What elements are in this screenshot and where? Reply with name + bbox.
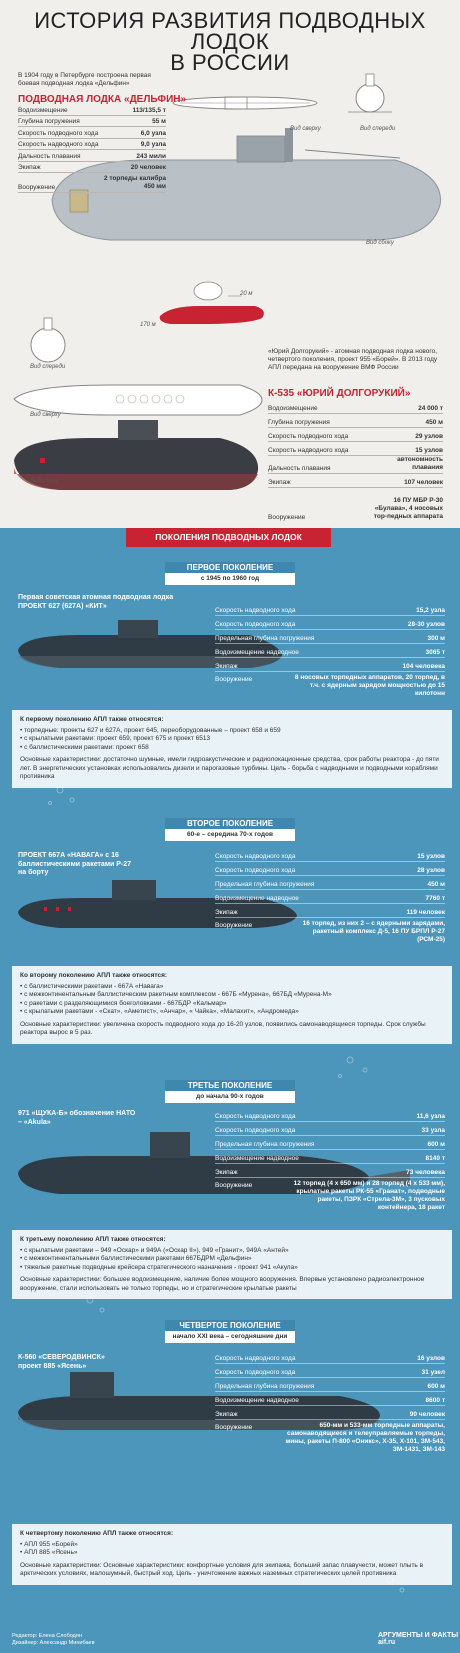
spec-value: 16 узлов — [417, 1355, 445, 1362]
gen4-box — [165, 1320, 295, 1343]
spec-value: 16 ПУ МБР Р-30 «Булава», 4 носовых тор-педных аппарата — [373, 497, 443, 520]
gen1-project: Первая советская атомная подводная лодка ПРОЕКТ 627 (627А) «КИТ» — [18, 594, 174, 610]
list-item: • тяжелые ракетные подводные крейсера стратегического назначения - проект 941 «Акула» — [20, 1264, 444, 1273]
spec-row — [18, 162, 166, 174]
spec-row — [18, 104, 166, 116]
spec-label: Скорость подводного хода — [18, 129, 99, 137]
designer-credit: Дизайнер: Александр Минибаев — [12, 1640, 95, 1646]
info-list — [20, 727, 444, 753]
gen1-info — [12, 710, 452, 788]
spec-value: 33 узла — [421, 1127, 445, 1134]
borei-intro: «Юрий Долгорукий» - атомная подводная лодка нового, четвертого поколения, проект 955 «Борей». В 2013 году АПЛ передана на вооружение ВМФ России — [268, 348, 438, 371]
scale-comparison — [160, 282, 264, 327]
spec-value: 15 узлов — [415, 447, 443, 454]
spec-value: 113/135,5 т — [132, 106, 166, 114]
spec-row — [268, 400, 443, 414]
spec-value: 300 м — [427, 635, 445, 642]
spec-row — [215, 1406, 445, 1420]
spec-label: Экипаж — [18, 164, 41, 171]
gen2-project: ПРОЕКТ 667А «НАВАГА» с 16 баллистическими ракетами Р-27 на борту — [18, 852, 132, 876]
spec-value: 90 человек — [409, 1411, 445, 1418]
spec-label: Скорость подводного хода — [215, 867, 296, 874]
spec-label: Водоизмещение надводное — [215, 1397, 299, 1404]
arm-value: 650-мм и 533-мм торпедные аппараты, самонаводящиеся и телеуправляемые торпеды, мины, ракеты П-800 «Оникс», Х-35, Х-101, ЗМ-543, ЗМ-1431, ЗМ-143 — [285, 1422, 445, 1453]
spec-row — [18, 116, 166, 128]
spec-value: 73 человека — [406, 1169, 445, 1176]
spec-label: Скорость надводного хода — [215, 853, 296, 860]
gen1-period: с 1945 по 1960 год — [200, 575, 260, 582]
spec-value: 31 узел — [421, 1369, 445, 1376]
spec-value: 20 человек — [130, 164, 166, 171]
info-list — [20, 983, 444, 1017]
spec-value: 3065 т — [425, 649, 445, 656]
spec-label: Предельная глубина погружения — [215, 1383, 315, 1390]
spec-label: Экипаж — [215, 909, 238, 916]
spec-label: Дальность плавания — [18, 152, 81, 160]
spec-row — [268, 474, 443, 488]
spec-label: Экипаж — [215, 1169, 238, 1176]
list-item: • с межконтинентальным баллистическим ракетным комплексом - 667Б «Мурена», 667БД «Мурена-М» — [20, 991, 444, 1000]
scale-20m: 20 м — [240, 291, 253, 297]
info-characteristics: Основные характеристики: увеличена скорость подводного хода до 16-20 узлов, появились самонаводящиеся торпеды. Срок службы реактора вырос в 5 раз. — [20, 1020, 426, 1036]
gen3-specs — [215, 1108, 445, 1212]
spec-row — [215, 1150, 445, 1164]
spec-row — [215, 1122, 445, 1136]
spec-value: 6,0 узла — [140, 129, 166, 137]
spec-value: 9,0 узла — [140, 141, 166, 148]
spec-label: Водоизмещение надводное — [215, 649, 299, 656]
gen3-info — [12, 1230, 452, 1299]
spec-label: Скорость надводного хода — [215, 1355, 296, 1362]
spec-row — [215, 876, 445, 890]
list-item: • с крылатыми ракетами – 949 «Оскар» и 949А («Оскар II»), 949 «Гранит», 949А «Антей» — [20, 1247, 444, 1256]
gen4-title: ЧЕТВЕРТОЕ ПОКОЛЕНИЕ — [165, 1320, 295, 1331]
list-item: • АПЛ 955 «Борей» — [20, 1541, 444, 1550]
arm-value: 12 торпед (4 х 650 мм) и 28 торпед (4 х 533 мм), крылатые ракеты РК-55 «Гранат», подводные ракеты, ПЗРК «Стрела-3М», 3 пусковых контейнера, 18 ракет — [293, 1180, 445, 1211]
spec-row — [215, 1392, 445, 1406]
spec-label: Скорость подводного хода — [268, 433, 349, 440]
dolphin-specs — [18, 104, 166, 193]
spec-label: Предельная глубина погружения — [215, 881, 315, 888]
spec-label: Скорость надводного хода — [215, 607, 296, 614]
spec-value: 29 узлов — [415, 433, 443, 440]
gen2-period: 60-е – середина 70-х годов — [187, 831, 273, 838]
dolphin-name: ПОДВОДНАЯ ЛОДКА «ДЕЛЬФИН» — [18, 94, 187, 105]
spec-label: Дальность плавания — [268, 465, 331, 472]
borei-front-caption: Вид спереди — [30, 364, 66, 370]
spec-label: Водоизмещение — [268, 405, 318, 412]
spec-row — [215, 1350, 445, 1364]
spec-label: Предельная глубина погружения — [215, 635, 315, 642]
spec-row — [268, 488, 443, 522]
spec-label: Водоизмещение — [18, 106, 68, 114]
list-item: • с крылатыми ракетами - «Скат», «Аметист», «Анчар», « Чайка», «Малахит», «Андромеда» — [20, 1008, 444, 1017]
dolphin-front-caption: Вид спереди — [360, 126, 396, 132]
spec-row — [268, 456, 443, 474]
spec-row — [215, 890, 445, 904]
spec-row — [215, 1136, 445, 1150]
spec-value: 7760 т — [425, 895, 445, 902]
spec-value: автономность плавания — [397, 456, 443, 471]
spec-row — [215, 602, 445, 616]
spec-value: 28-30 узлов — [407, 621, 445, 628]
armament — [215, 1180, 445, 1212]
spec-value: 107 человек — [404, 479, 443, 486]
list-item: • АПЛ 885 «Ясень» — [20, 1549, 444, 1558]
spec-label: Глубина погружения — [18, 118, 80, 125]
spec-row — [215, 862, 445, 876]
spec-label: Вооружение — [18, 184, 56, 191]
publisher-logo: АРГУМЕНТЫ И ФАКТЫ aif.ru — [378, 1632, 459, 1646]
borei-front-view — [31, 318, 65, 362]
spec-row — [268, 428, 443, 442]
spec-value: 8140 т — [425, 1155, 445, 1162]
spec-value: 600 м — [427, 1383, 445, 1390]
armament — [215, 674, 445, 698]
spec-row — [18, 127, 166, 139]
gen1-box — [165, 562, 295, 585]
spec-label: Экипаж — [215, 1411, 238, 1418]
spec-value: 15,2 узла — [416, 607, 445, 614]
spec-value: 24 000 т — [418, 405, 443, 412]
gen4-specs — [215, 1350, 445, 1454]
spec-label: Скорость надводного хода — [268, 447, 349, 454]
spec-label: Скорость подводного хода — [215, 1127, 296, 1134]
list-item: • с баллистическими ракетами: проект 658 — [20, 744, 444, 753]
spec-label: Скорость подводного хода — [215, 621, 296, 628]
list-item: • с крылатыми ракетами: проект 659, проект 675 и проект 6513 — [20, 735, 444, 744]
spec-label: Скорость подводного хода — [215, 1369, 296, 1376]
arm-label: Вооружение — [215, 922, 253, 929]
spec-label: Водоизмещение надводное — [215, 895, 299, 902]
gen4-info — [12, 1524, 452, 1585]
list-item: • с ракетами с разделяющимися боеголовками - 667БДР «Кальмар» — [20, 1000, 444, 1009]
spec-label: Вооружение — [268, 514, 306, 521]
scale-170m: 170 м — [140, 322, 156, 328]
spec-value: 15 узлов — [417, 853, 445, 860]
dolphin-top-caption: Вид сверху — [290, 126, 321, 132]
spec-label: Экипаж — [215, 663, 238, 670]
spec-row — [215, 1364, 445, 1378]
spec-row — [215, 904, 445, 918]
armament — [215, 920, 445, 944]
editor-credit: Редактор: Елена Слободян — [12, 1633, 82, 1639]
info-title: К четвертому поколению АПЛ также относятся: — [20, 1530, 174, 1537]
spec-row — [18, 139, 166, 151]
borei-top-view — [14, 385, 262, 415]
gen1-title: ПЕРВОЕ ПОКОЛЕНИЕ — [165, 562, 295, 573]
gen2-info — [12, 966, 452, 1044]
spec-row — [18, 150, 166, 162]
borei-name: К-535 «ЮРИЙ ДОЛГОРУКИЙ» — [268, 388, 411, 399]
list-item: • торпедные: проекты 627 и 627А, проект 645, переоборудованные – проект 658 и 659 — [20, 727, 444, 736]
borei-side-caption: Вид сбоку — [30, 478, 58, 484]
gen3-project: 971 «ЩУКА-Б» обозначение НАТО – «Akula» — [18, 1110, 136, 1126]
spec-row — [215, 1164, 445, 1178]
info-title: К первому поколению АПЛ также относятся: — [20, 716, 164, 723]
arm-value: 16 торпед, из них 2 – с ядерными зарядами, ракетный комплекс Д-5, 16 ПУ БРПЛ Р-27 (РСМ-25) — [302, 920, 445, 943]
spec-row — [215, 658, 445, 672]
borei-top-caption: Вид сверху — [30, 412, 61, 418]
page-title — [0, 10, 460, 73]
dolphin-top-view — [173, 97, 317, 109]
info-title: К третьему поколению АПЛ также относятся: — [20, 1236, 166, 1243]
info-characteristics: Основные характеристики: большее водоизмещение, наличие более мощного вооружения. Впервые установлено радиоэлектронное вооружение, стали использовать не только торпеды, но и стратегические крылатые ракеты — [20, 1276, 425, 1292]
spec-row — [215, 848, 445, 862]
armament — [215, 1422, 445, 1454]
spec-row — [215, 616, 445, 630]
gen3-period: до начала 90-х годов — [196, 1093, 264, 1100]
spec-value: 11,6 узла — [416, 1113, 445, 1120]
spec-value: 243 мили — [136, 152, 166, 160]
spec-value: 28 узлов — [417, 867, 445, 874]
spec-row — [18, 173, 166, 193]
gen2-title: ВТОРОЕ ПОКОЛЕНИЕ — [165, 818, 295, 829]
spec-row — [215, 630, 445, 644]
spec-label: Глубина погружения — [268, 419, 330, 426]
generations-banner: ПОКОЛЕНИЯ ПОДВОДНЫХ ЛОДОК — [126, 528, 331, 547]
spec-value: 8600 т — [425, 1397, 445, 1404]
title-line-1: ИСТОРИЯ РАЗВИТИЯ ПОДВОДНЫХ ЛОДОК — [34, 8, 426, 54]
spec-value: 119 человек — [406, 909, 445, 916]
spec-row — [215, 1108, 445, 1122]
gen3-title: ТРЕТЬЕ ПОКОЛЕНИЕ — [165, 1080, 295, 1091]
spec-value: 55 м — [152, 118, 166, 125]
gen3-box — [165, 1080, 295, 1103]
gen4-period: начало XXI века – сегодняшние дни — [172, 1333, 288, 1340]
spec-value: 2 торпеды калибра 450 мм — [103, 175, 166, 190]
spec-value: 104 человека — [402, 663, 445, 670]
list-item: • с межконтинентальными баллистическими ракетами 667БДРМ «Дельфин» — [20, 1255, 444, 1264]
spec-label: Скорость надводного хода — [215, 1113, 296, 1120]
info-list — [20, 1541, 444, 1558]
info-characteristics: Основные характеристики: достаточно шумные, имели гидроакустические и радиолокационные средства, срок работы реактора - до пяти лет. В энергетических установках использовались дизели и парогазовые турбины. Цель - борьба с надводными и подводными кораблями противника — [20, 756, 439, 780]
spec-label: Экипаж — [268, 479, 291, 486]
spec-row — [268, 442, 443, 456]
info-characteristics: Основные характеристики: Основные характеристики: конфортные условия для экипажа, больший запас плавучести, может плыть в арктических условиях, малошумный, быстрый ход. Цель - уничтожение важных наземных стратегических целей противника — [20, 1561, 424, 1577]
borei-specs — [268, 400, 443, 522]
spec-label: Предельная глубина погружения — [215, 1141, 315, 1148]
spec-row — [268, 414, 443, 428]
arm-label: Вооружение — [215, 1182, 253, 1189]
spec-value: 450 м — [425, 419, 443, 426]
spec-value: 450 м — [427, 881, 445, 888]
dolphin-front-view — [348, 74, 392, 112]
arm-label: Вооружение — [215, 676, 253, 683]
info-title: Ко второму поколению АПЛ также относятся: — [20, 972, 168, 979]
gen2-box — [165, 818, 295, 841]
gen4-project: К-560 «СЕВЕРОДВИНСК» проект 885 «Ясень» — [18, 1354, 105, 1370]
gen1-specs — [215, 602, 445, 698]
spec-value: 600 м — [427, 1141, 445, 1148]
dolphin-intro: В 1904 году в Петербурге построена первая боевая подводная лодка «Дельфин» — [18, 72, 151, 87]
info-list — [20, 1247, 444, 1273]
dolphin-side-caption: Вид сбоку — [366, 240, 394, 246]
spec-label: Скорость надводного хода — [18, 141, 99, 148]
list-item: • с баллистическими ракетами - 667А «Навага» — [20, 983, 444, 992]
spec-label: Водоизмещение надводное — [215, 1155, 299, 1162]
gen2-specs — [215, 848, 445, 944]
arm-value: 8 носовых торпедных аппаратов, 20 торпед, в т.ч. с ядерным зарядом мощностью до 15 килотонн — [294, 674, 445, 697]
arm-label: Вооружение — [215, 1424, 253, 1431]
spec-row — [215, 644, 445, 658]
spec-row — [215, 1378, 445, 1392]
credits — [12, 1633, 95, 1647]
title-line-2: В РОССИИ — [170, 50, 290, 75]
